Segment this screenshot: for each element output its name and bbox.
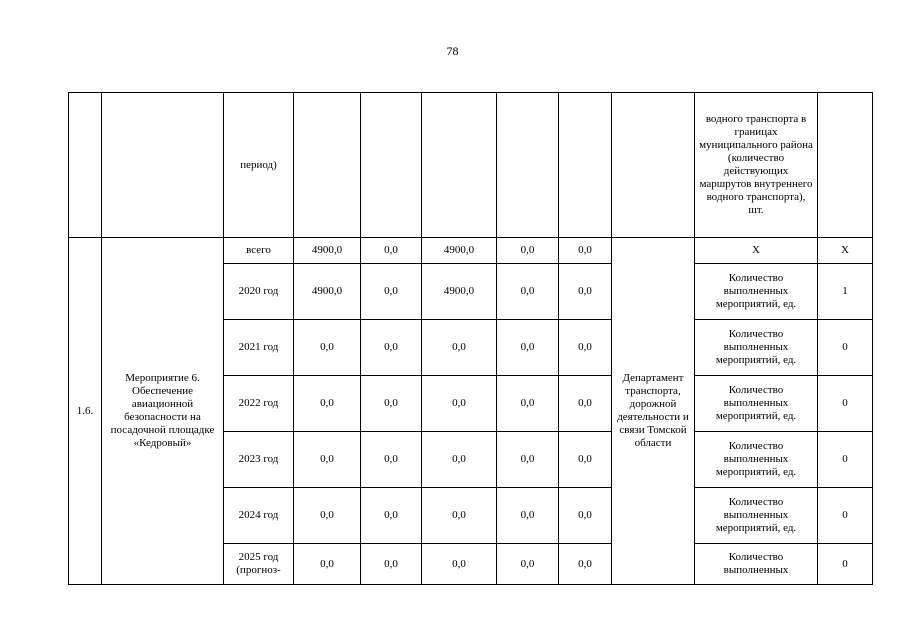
value-cell: 0,0 [361,238,422,264]
value-cell: 0,0 [422,544,497,585]
period-cell: 2022 год [224,376,294,432]
indicator-cell: Количество выполненных [695,544,818,585]
page-number: 78 [446,44,459,58]
value-cell: 0,0 [559,488,612,544]
cell-empty [102,93,224,238]
program-table [68,92,873,585]
value-cell: 4900,0 [294,264,361,320]
indicator-value: 0 [818,376,873,432]
value-cell: 0,0 [497,238,559,264]
value-cell: 0,0 [559,238,612,264]
value-cell: 0,0 [497,320,559,376]
value-cell: 0,0 [559,264,612,320]
period-cell: всего [224,238,294,264]
cell-empty [361,93,422,238]
period-cell: 2024 год [224,488,294,544]
value-cell: 0,0 [361,544,422,585]
period-cell: период) [224,93,294,238]
cell-empty [559,93,612,238]
value-cell: 0,0 [294,376,361,432]
measure-number: 1.6. [69,238,102,585]
cell-empty [612,93,695,238]
value-cell: 4900,0 [422,238,497,264]
value-cell: 0,0 [559,432,612,488]
indicator-value: Х [818,238,873,264]
period-cell: 2020 год [224,264,294,320]
value-cell: 0,0 [294,544,361,585]
value-cell: 0,0 [497,264,559,320]
indicator-value: 0 [818,544,873,585]
indicator-cell: Х [695,238,818,264]
value-cell: 4900,0 [294,238,361,264]
measure-name: Мероприятие 6. Обеспечение авиационной безопасности на посадочной площадке «Кедровый» [102,238,224,585]
indicator-cell: Количество выполненных мероприятий, ед. [695,320,818,376]
value-cell: 0,0 [497,544,559,585]
value-cell: 0,0 [497,488,559,544]
value-cell: 0,0 [497,376,559,432]
indicator-value: 0 [818,432,873,488]
value-cell: 0,0 [559,376,612,432]
value-cell: 0,0 [361,376,422,432]
value-cell: 0,0 [361,264,422,320]
indicator-cell: Количество выполненных мероприятий, ед. [695,432,818,488]
executor-cell: Департамент транспорта, дорожной деятельности и связи Томской области [612,238,695,585]
value-cell: 0,0 [422,376,497,432]
value-cell: 0,0 [422,432,497,488]
value-cell: 0,0 [294,432,361,488]
value-cell: 0,0 [361,320,422,376]
table-row [69,238,873,264]
value-cell: 0,0 [559,544,612,585]
indicator-value: 0 [818,488,873,544]
indicator-value: 1 [818,264,873,320]
period-cell: 2025 год (прогноз- [224,544,294,585]
value-cell: 0,0 [422,320,497,376]
indicator-cell: водного транспорта в границах муниципального района (количество действующих маршрутов внутреннего водного транспорта), шт. [695,93,818,238]
indicator-cell: Количество выполненных мероприятий, ед. [695,376,818,432]
cell-empty [818,93,873,238]
indicator-cell: Количество выполненных мероприятий, ед. [695,488,818,544]
value-cell: 0,0 [361,488,422,544]
value-cell: 0,0 [294,320,361,376]
period-cell: 2023 год [224,432,294,488]
value-cell: 0,0 [361,432,422,488]
value-cell: 0,0 [559,320,612,376]
cell-empty [294,93,361,238]
period-cell: 2021 год [224,320,294,376]
cell-empty [69,93,102,238]
value-cell: 0,0 [497,432,559,488]
cell-empty [422,93,497,238]
cell-empty [497,93,559,238]
continuation-row [69,93,873,238]
indicator-value: 0 [818,320,873,376]
value-cell: 4900,0 [422,264,497,320]
value-cell: 0,0 [294,488,361,544]
indicator-cell: Количество выполненных мероприятий, ед. [695,264,818,320]
value-cell: 0,0 [422,488,497,544]
